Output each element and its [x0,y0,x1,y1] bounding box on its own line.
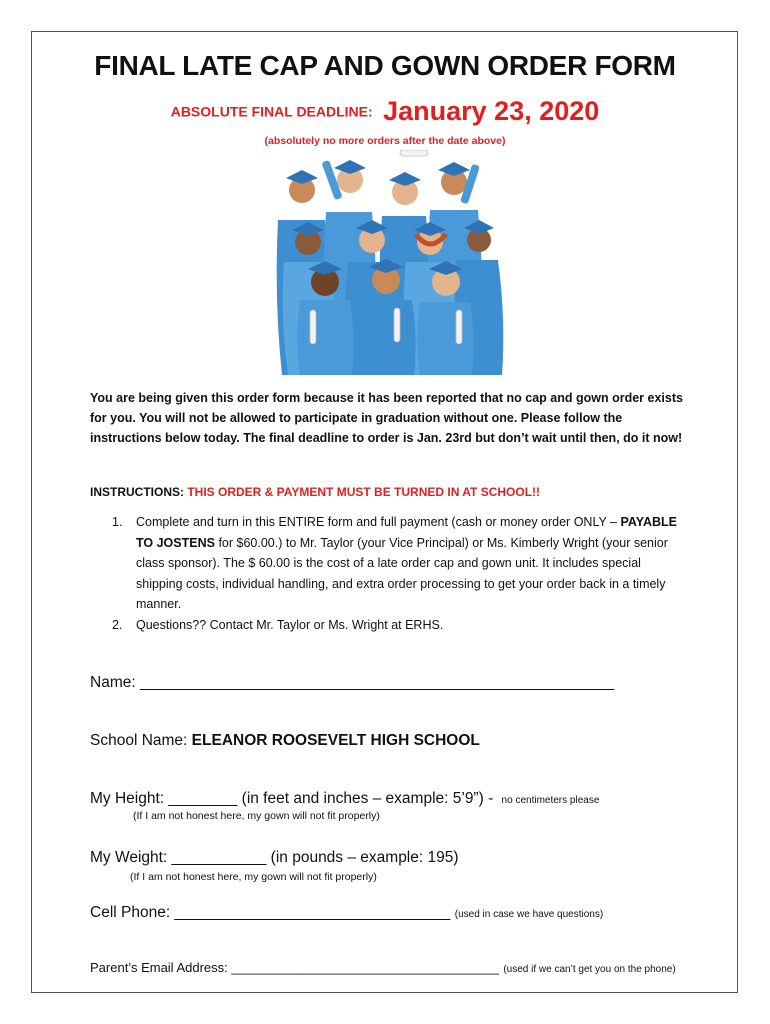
deadline-date: January 23, 2020 [383,96,600,126]
instructions-list [112,512,677,635]
list-item [112,512,677,615]
weight-hint: (If I am not honest here, my gown will not fit properly) [130,871,377,883]
height-hint: (If I am not honest here, my gown will not fit properly) [133,810,380,822]
cell-phone-field[interactable]: Cell Phone: ________________________________ [90,904,451,921]
instructions-label: INSTRUCTIONS: [90,485,184,499]
parent-email-hint: (used if we can’t get you on the phone) [503,964,676,975]
step-number: 2. [112,617,123,632]
deadline-label: ABSOLUTE FINAL DEADLINE: [170,103,373,120]
step-payable-text: PAYABLE TO JOSTENS [136,515,677,550]
school-name-row [90,732,480,750]
height-field[interactable]: My Height: ________ (in feet and inches – example: 5’9”) - [90,790,494,807]
instructions-heading [90,485,540,499]
deadline-row [0,96,770,127]
step-text: Questions?? Contact Mr. Taylor or Ms. Wright at ERHS. [136,617,444,632]
step-number: 1. [112,515,123,529]
name-field[interactable]: Name: _______________________________________________________ [90,674,615,691]
graduates-illustration [270,150,510,380]
school-name-value: ELEANOR ROOSEVELT HIGH SCHOOL [191,732,480,749]
step-text: Complete and turn in this ENTIRE form and full payment (cash or money order ONLY – [136,515,621,529]
intro-paragraph: You are being given this order form because it has been reported that no cap and gown order exists for you. You will not be allowed to participate in graduation without one. Please follow the instructions below today. The final deadline to order is Jan. 23rd but don’t wait until then, do it now! [90,391,683,445]
parent-email-field[interactable]: Parent’s Email Address: _____________________________________ [90,960,499,975]
email-row [90,959,676,977]
cell-phone-row [90,904,603,922]
instructions-warning: THIS ORDER & PAYMENT MUST BE TURNED IN AT SCHOOL!! [187,485,541,499]
list-item [112,615,677,636]
school-name-label: School Name: [90,732,192,749]
cell-phone-hint: (used in case we have questions) [454,909,604,920]
deadline-note: (absolutely no more orders after the date above) [264,135,506,147]
step-text-continued: for $60.00.) to Mr. Taylor (your Vice Principal) or Ms. Kimberly Wright (your senior class sponsor). The $ 60.00 is the cost of a late order cap and gown unit. It includes special shipping costs, individual handling, and extra order processing to get your order back in a timely manner. [136,535,668,611]
height-row [90,790,599,808]
height-note: no centimeters please [501,795,600,806]
form-title: FINAL LATE CAP AND GOWN ORDER FORM [94,50,676,81]
weight-field[interactable]: My Weight: ___________ (in pounds – example: 195) [90,849,459,866]
